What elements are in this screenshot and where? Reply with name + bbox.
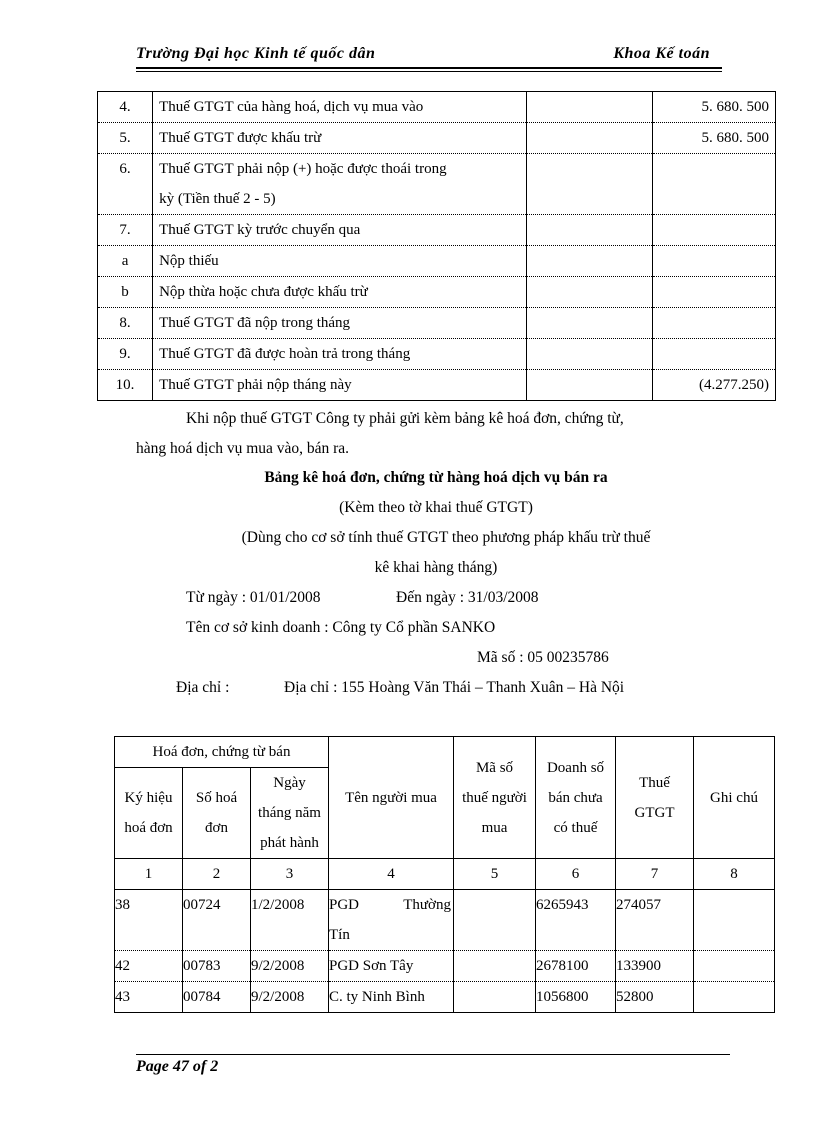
row-description-text: Thuế GTGT được khấu trừ — [159, 130, 322, 146]
cell-buyer — [329, 890, 454, 951]
header-tax-id-line: thuế người — [462, 789, 527, 806]
row-amount — [652, 154, 775, 215]
header-rule — [136, 67, 722, 69]
row-amount: (4.277.250) — [652, 370, 775, 401]
vat-table-row — [98, 308, 776, 339]
row-amount — [652, 339, 775, 370]
buyer-part: Tín — [329, 927, 350, 943]
header-number-line: Số hoá — [195, 790, 238, 806]
list-subtitle-1: (Kèm theo tờ khai thuế GTGT) — [339, 499, 533, 516]
row-blank-cell — [526, 339, 652, 370]
row-blank-cell — [526, 277, 652, 308]
column-number: 2 — [183, 859, 251, 890]
vat-table-row — [98, 215, 776, 246]
vat-table-row — [98, 246, 776, 277]
row-blank-cell — [526, 246, 652, 277]
column-number: 7 — [616, 859, 694, 890]
row-description-text: Thuế GTGT phải nộp (+) hoặc được thoái trong — [159, 161, 447, 177]
page-header — [136, 43, 736, 67]
row-blank-cell — [526, 123, 652, 154]
footer-rule — [136, 1054, 730, 1055]
row-description — [153, 154, 527, 215]
to-date: Đến ngày : 31/03/2008 — [396, 589, 539, 606]
row-amount — [652, 277, 775, 308]
header-date — [251, 768, 329, 859]
header-revenue-line: có thuế — [553, 819, 598, 836]
cell-tax-id — [454, 890, 536, 951]
vat-table-row — [98, 277, 776, 308]
row-description-text: Thuế GTGT của hàng hoá, dịch vụ mua vào — [159, 99, 424, 115]
cell-buyer — [329, 982, 454, 1013]
column-number: 8 — [694, 859, 775, 890]
header-group-invoice: Hoá đơn, chứng từ bán — [115, 737, 329, 768]
header-vat-line: GTGT — [634, 804, 675, 821]
vat-table-row — [98, 370, 776, 401]
cell-revenue: 2678100 — [536, 951, 616, 982]
row-amount: 5. 680. 500 — [652, 123, 775, 154]
list-subtitle-2: (Dùng cho cơ sở tính thuế GTGT theo phương pháp khấu trừ thuế — [241, 529, 651, 546]
business-name: Tên cơ sở kinh doanh : Công ty Cổ phần SANKO — [186, 619, 496, 636]
header-buyer: Tên người mua — [329, 737, 454, 859]
buyer-part: Thường — [403, 897, 451, 913]
cell-symbol: 38 — [115, 890, 183, 951]
header-number — [183, 768, 251, 859]
buyer-part: PGD Sơn Tây — [329, 958, 414, 974]
header-tax-id — [454, 737, 536, 859]
cell-date: 1/2/2008 — [251, 890, 329, 951]
vat-summary-table — [97, 91, 776, 401]
row-description-text: Thuế GTGT đã được hoàn trả trong tháng — [159, 346, 411, 362]
header-revenue — [536, 737, 616, 859]
row-number: 7. — [98, 215, 153, 246]
header-faculty: Khoa Kế toán — [613, 45, 710, 62]
row-blank-cell — [526, 308, 652, 339]
row-description — [153, 215, 527, 246]
vat-table-row — [98, 339, 776, 370]
header-symbol-line: hoá đơn — [124, 820, 173, 836]
column-number: 3 — [251, 859, 329, 890]
row-amount — [652, 308, 775, 339]
cell-tax-id — [454, 951, 536, 982]
row-amount: 5. 680. 500 — [652, 92, 775, 123]
cell-invoice-number: 00724 — [183, 890, 251, 951]
row-amount — [652, 215, 775, 246]
column-number: 4 — [329, 859, 454, 890]
header-university: Trường Đại học Kinh tế quốc dân — [136, 45, 376, 62]
cell-invoice-number: 00784 — [183, 982, 251, 1013]
row-description — [153, 339, 527, 370]
cell-tax-id — [454, 982, 536, 1013]
header-date-line: tháng năm — [258, 805, 321, 821]
row-amount — [652, 246, 775, 277]
row-blank-cell — [526, 215, 652, 246]
row-description-text: Nộp thừa hoặc chưa được khấu trừ — [159, 284, 368, 300]
row-description — [153, 308, 527, 339]
row-blank-cell — [526, 154, 652, 215]
row-blank-cell — [526, 370, 652, 401]
header-note: Ghi chú — [694, 737, 775, 859]
buyer-part: PGD — [329, 897, 360, 913]
address-label: Địa chỉ : — [176, 679, 230, 696]
column-number: 6 — [536, 859, 616, 890]
row-description-text: Nộp thiếu — [159, 253, 219, 269]
header-tax-id-line: mua — [481, 819, 508, 836]
cell-note — [694, 951, 775, 982]
row-description — [153, 92, 527, 123]
table-row — [115, 982, 775, 1013]
vat-table-row — [98, 123, 776, 154]
row-number: 6. — [98, 154, 153, 215]
column-number: 1 — [115, 859, 183, 890]
cell-vat: 274057 — [616, 890, 694, 951]
header-rule-thin — [136, 71, 722, 72]
cell-date: 9/2/2008 — [251, 951, 329, 982]
row-number: b — [98, 277, 153, 308]
table-row — [115, 890, 775, 951]
row-description — [153, 246, 527, 277]
row-number: 8. — [98, 308, 153, 339]
cell-date: 9/2/2008 — [251, 982, 329, 1013]
row-number: 4. — [98, 92, 153, 123]
buyer-part: C. ty Ninh Bình — [329, 989, 425, 1005]
header-revenue-line: Doanh số — [546, 759, 605, 776]
cell-buyer — [329, 951, 454, 982]
cell-symbol: 42 — [115, 951, 183, 982]
header-vat-line: Thuế — [639, 774, 670, 791]
list-title: Bảng kê hoá đơn, chứng từ hàng hoá dịch vụ bán ra — [264, 469, 608, 486]
vat-table-row — [98, 154, 776, 215]
vat-table-row — [98, 92, 776, 123]
table-row — [115, 951, 775, 982]
header-vat — [616, 737, 694, 859]
header-symbol-line: Ký hiệu — [124, 790, 173, 806]
header-date-line: Ngày — [273, 775, 306, 791]
tax-code: Mã số : 05 00235786 — [477, 649, 609, 666]
cell-note — [694, 982, 775, 1013]
row-description-text: Thuế GTGT phải nộp tháng này — [159, 377, 352, 393]
row-blank-cell — [526, 92, 652, 123]
row-number: a — [98, 246, 153, 277]
cell-note — [694, 890, 775, 951]
cell-revenue: 6265943 — [536, 890, 616, 951]
column-number: 5 — [454, 859, 536, 890]
header-date-line: phát hành — [260, 835, 319, 851]
cell-revenue: 1056800 — [536, 982, 616, 1013]
from-date: Từ ngày : 01/01/2008 — [186, 589, 321, 606]
cell-symbol: 43 — [115, 982, 183, 1013]
cell-vat: 52800 — [616, 982, 694, 1013]
header-number-line: đơn — [205, 820, 228, 836]
page-number: Page 47 of 2 — [136, 1058, 219, 1075]
invoice-table — [114, 736, 775, 1013]
list-subtitle-3: kê khai hàng tháng) — [374, 559, 498, 576]
cell-invoice-number: 00783 — [183, 951, 251, 982]
address: Địa chỉ : 155 Hoàng Văn Thái – Thanh Xuân – Hà Nội — [284, 679, 625, 696]
row-number: 5. — [98, 123, 153, 154]
row-description-text: Thuế GTGT kỳ trước chuyển qua — [159, 222, 361, 238]
header-revenue-line: bán chưa — [548, 789, 603, 806]
row-number: 9. — [98, 339, 153, 370]
row-description — [153, 370, 527, 401]
row-description — [153, 277, 527, 308]
row-description — [153, 123, 527, 154]
paragraph-line-1: Khi nộp thuế GTGT Công ty phải gửi kèm bảng kê hoá đơn, chứng từ, — [186, 410, 624, 427]
header-tax-id-line: Mã số — [475, 759, 514, 776]
column-number-row — [115, 859, 775, 890]
row-number: 10. — [98, 370, 153, 401]
paragraph-line-2: hàng hoá dịch vụ mua vào, bán ra. — [136, 440, 350, 457]
row-description-text: Thuế GTGT đã nộp trong tháng — [159, 315, 351, 331]
row-description-text: kỳ (Tiền thuế 2 - 5) — [159, 191, 276, 207]
cell-vat: 133900 — [616, 951, 694, 982]
header-symbol — [115, 768, 183, 859]
